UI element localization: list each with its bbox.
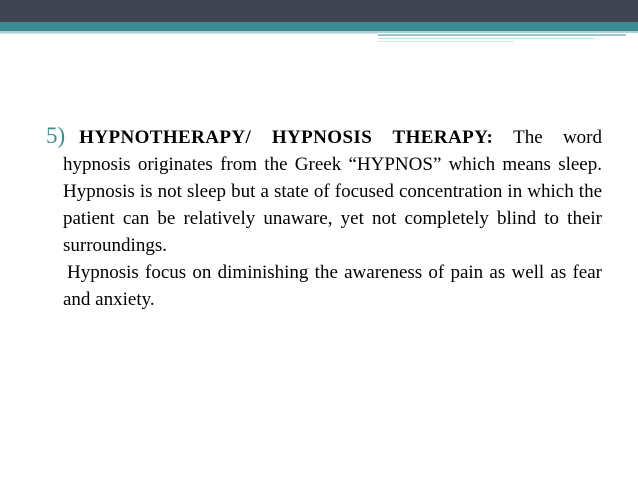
header-accent-line <box>0 33 378 34</box>
decorative-line <box>378 41 514 42</box>
section-heading: HYPNOTHERAPY/ HYPNOSIS THERAPY: <box>79 127 494 148</box>
paragraph-hypnotherapy <box>46 122 602 259</box>
header-dark-band <box>0 0 638 22</box>
decorative-line <box>378 38 594 39</box>
paragraph-focus: Hypnosis focus on diminishing the awareness of pain as well as fear and anxiety. <box>63 262 602 310</box>
item-number: 5) <box>46 123 66 148</box>
header-teal-band <box>0 22 638 31</box>
slide-body <box>46 122 602 313</box>
paragraph-body: The word hypnosis originates from the Greek “HYPNOS” which means sleep. Hypnosis is not sleep but a state of focused concentration in which the patient can be relatively unaware, yet not completely blind to their surroundings. <box>63 127 602 256</box>
decorative-line <box>378 34 626 36</box>
